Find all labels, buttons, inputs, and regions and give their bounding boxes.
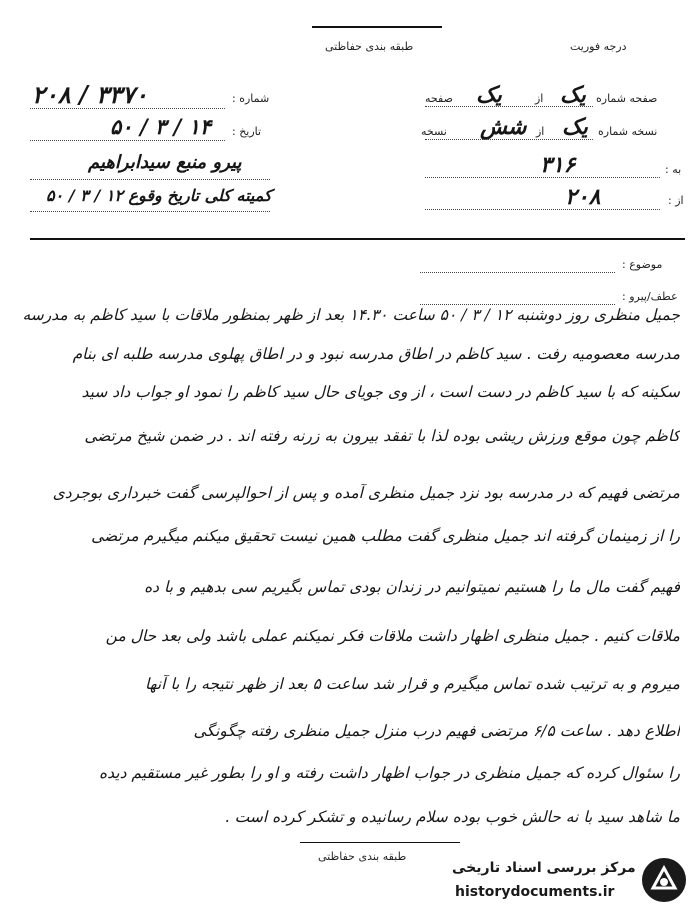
reference-label: عطف/پیرو : [622, 290, 678, 303]
number-dots [30, 108, 225, 109]
body-line: فهیم گفت مال ما را هستیم نمیتوانیم در زندان بودی تماس بگیریم سی بدهیم و با ده [144, 578, 680, 596]
attachment-value: پیرو منبع سیدابراهیم [88, 152, 242, 173]
body-line: جمیل منظری روز دوشنبه ۱۲ / ۳ / ۵۰ ساعت ۱۴.۳۰ بعد از ظهر بمنظور ملاقات با سید کاظم به مدرسه [22, 306, 680, 324]
footer-rule [300, 842, 460, 843]
from-label: از : [668, 194, 684, 207]
body-line: را سئوال کرده که جمیل منظری در جواب اظهار داشت رفته و او را بطور غیر مستقیم دیده [99, 764, 680, 782]
copy-number-dots [425, 139, 593, 140]
header-top-rule [312, 26, 442, 28]
date-label: تاریخ : [232, 125, 262, 138]
attachment-dots [30, 179, 270, 180]
page-number-dots [425, 106, 593, 107]
page-number-label: صفحه شماره [596, 92, 658, 105]
subject-dots [420, 272, 615, 273]
body-line: ملاقات کنیم . جمیل منظری اظهار داشت ملاقات فکر نمیکنم عملی باشد ولی بعد حال من [105, 627, 680, 645]
page-of-label: از [535, 92, 544, 105]
to-value: ۳۱۶ [540, 152, 576, 178]
page-number-value: یک [560, 82, 586, 108]
from-value: ۲۰۸ [565, 184, 601, 210]
header-separator-rule [30, 238, 685, 240]
header-urgency-label: درجه فوریت [570, 40, 627, 53]
body-line: مدرسه معصومیه رفت . سید کاظم در اطاق مدرسه نبود و در اطاق پهلوی مدرسه طلبه ای بنام [72, 345, 680, 363]
body-line: را از زمینمان گرفته اند جمیل منظری گفت مطلب همین نیست تحقیق میکنم میگیرم مرتضی [91, 527, 680, 545]
header-classification-label: طبقه بندی حفاظتی [325, 40, 414, 53]
copy-suffix-label: نسخه [421, 125, 447, 138]
watermark-title: مرکز بررسی اسناد تاریخی [452, 860, 636, 876]
body-line: ما شاهد سید با نه حالش خوب بوده سلام رسانیده و تشکر کرده است . [224, 808, 680, 826]
number-label: شماره : [232, 92, 270, 105]
archive-logo-icon [640, 856, 688, 904]
page-total-value: یک [476, 82, 502, 108]
copy-number-value: یک [562, 114, 588, 140]
copy-number-label: نسخه شماره [598, 125, 658, 138]
watermark-url: historydocuments.ir [455, 884, 615, 900]
attachment-note: کمیته کلی تاریخ وقوع ۱۲ / ۳ / ۵۰ [46, 186, 272, 205]
footer-classification-label: طبقه بندی حفاظتی [318, 850, 407, 863]
subject-label: موضوع : [622, 258, 663, 271]
page-suffix-label: صفحه [425, 92, 453, 105]
to-label: به : [665, 163, 682, 176]
reference-dots [420, 304, 615, 305]
date-dots [30, 140, 225, 141]
date-value: ۱۴ / ۳ / ۵۰ [110, 114, 211, 139]
body-line: میروم و به ترتیب شده تماس میگیرم و قرار شد ساعت ۵ بعد از ظهر نتیجه را با آنها [145, 675, 680, 693]
number-value: ۳۳۷۰ / ۲۰۸ [32, 80, 148, 109]
copy-total-value: شش [480, 114, 527, 140]
from-dots [425, 209, 660, 210]
copy-of-label: از [536, 125, 545, 138]
body-line: کاظم چون موقع ورزش ریشی بوده لذا با تفقد بیرون به زرنه رفته اند . در ضمن شیخ مرتضی [84, 427, 680, 445]
attachment-note-dots [30, 211, 270, 212]
to-dots [425, 177, 660, 178]
body-line: سکینه که با سید کاظم در دست است ، از وی جویای حال سید کاظم را نمود او جواب داد سید [81, 383, 680, 401]
body-line: مرتضی فهیم که در مدرسه بود نزد جمیل منظری آمده و پس از احوالپرسی گفت خبرداری بوجردی [52, 484, 680, 502]
body-line: اطلاع دهد . ساعت ۶/۵ مرتضی فهیم درب منزل جمیل منظری رفته چگونگی [193, 722, 680, 740]
